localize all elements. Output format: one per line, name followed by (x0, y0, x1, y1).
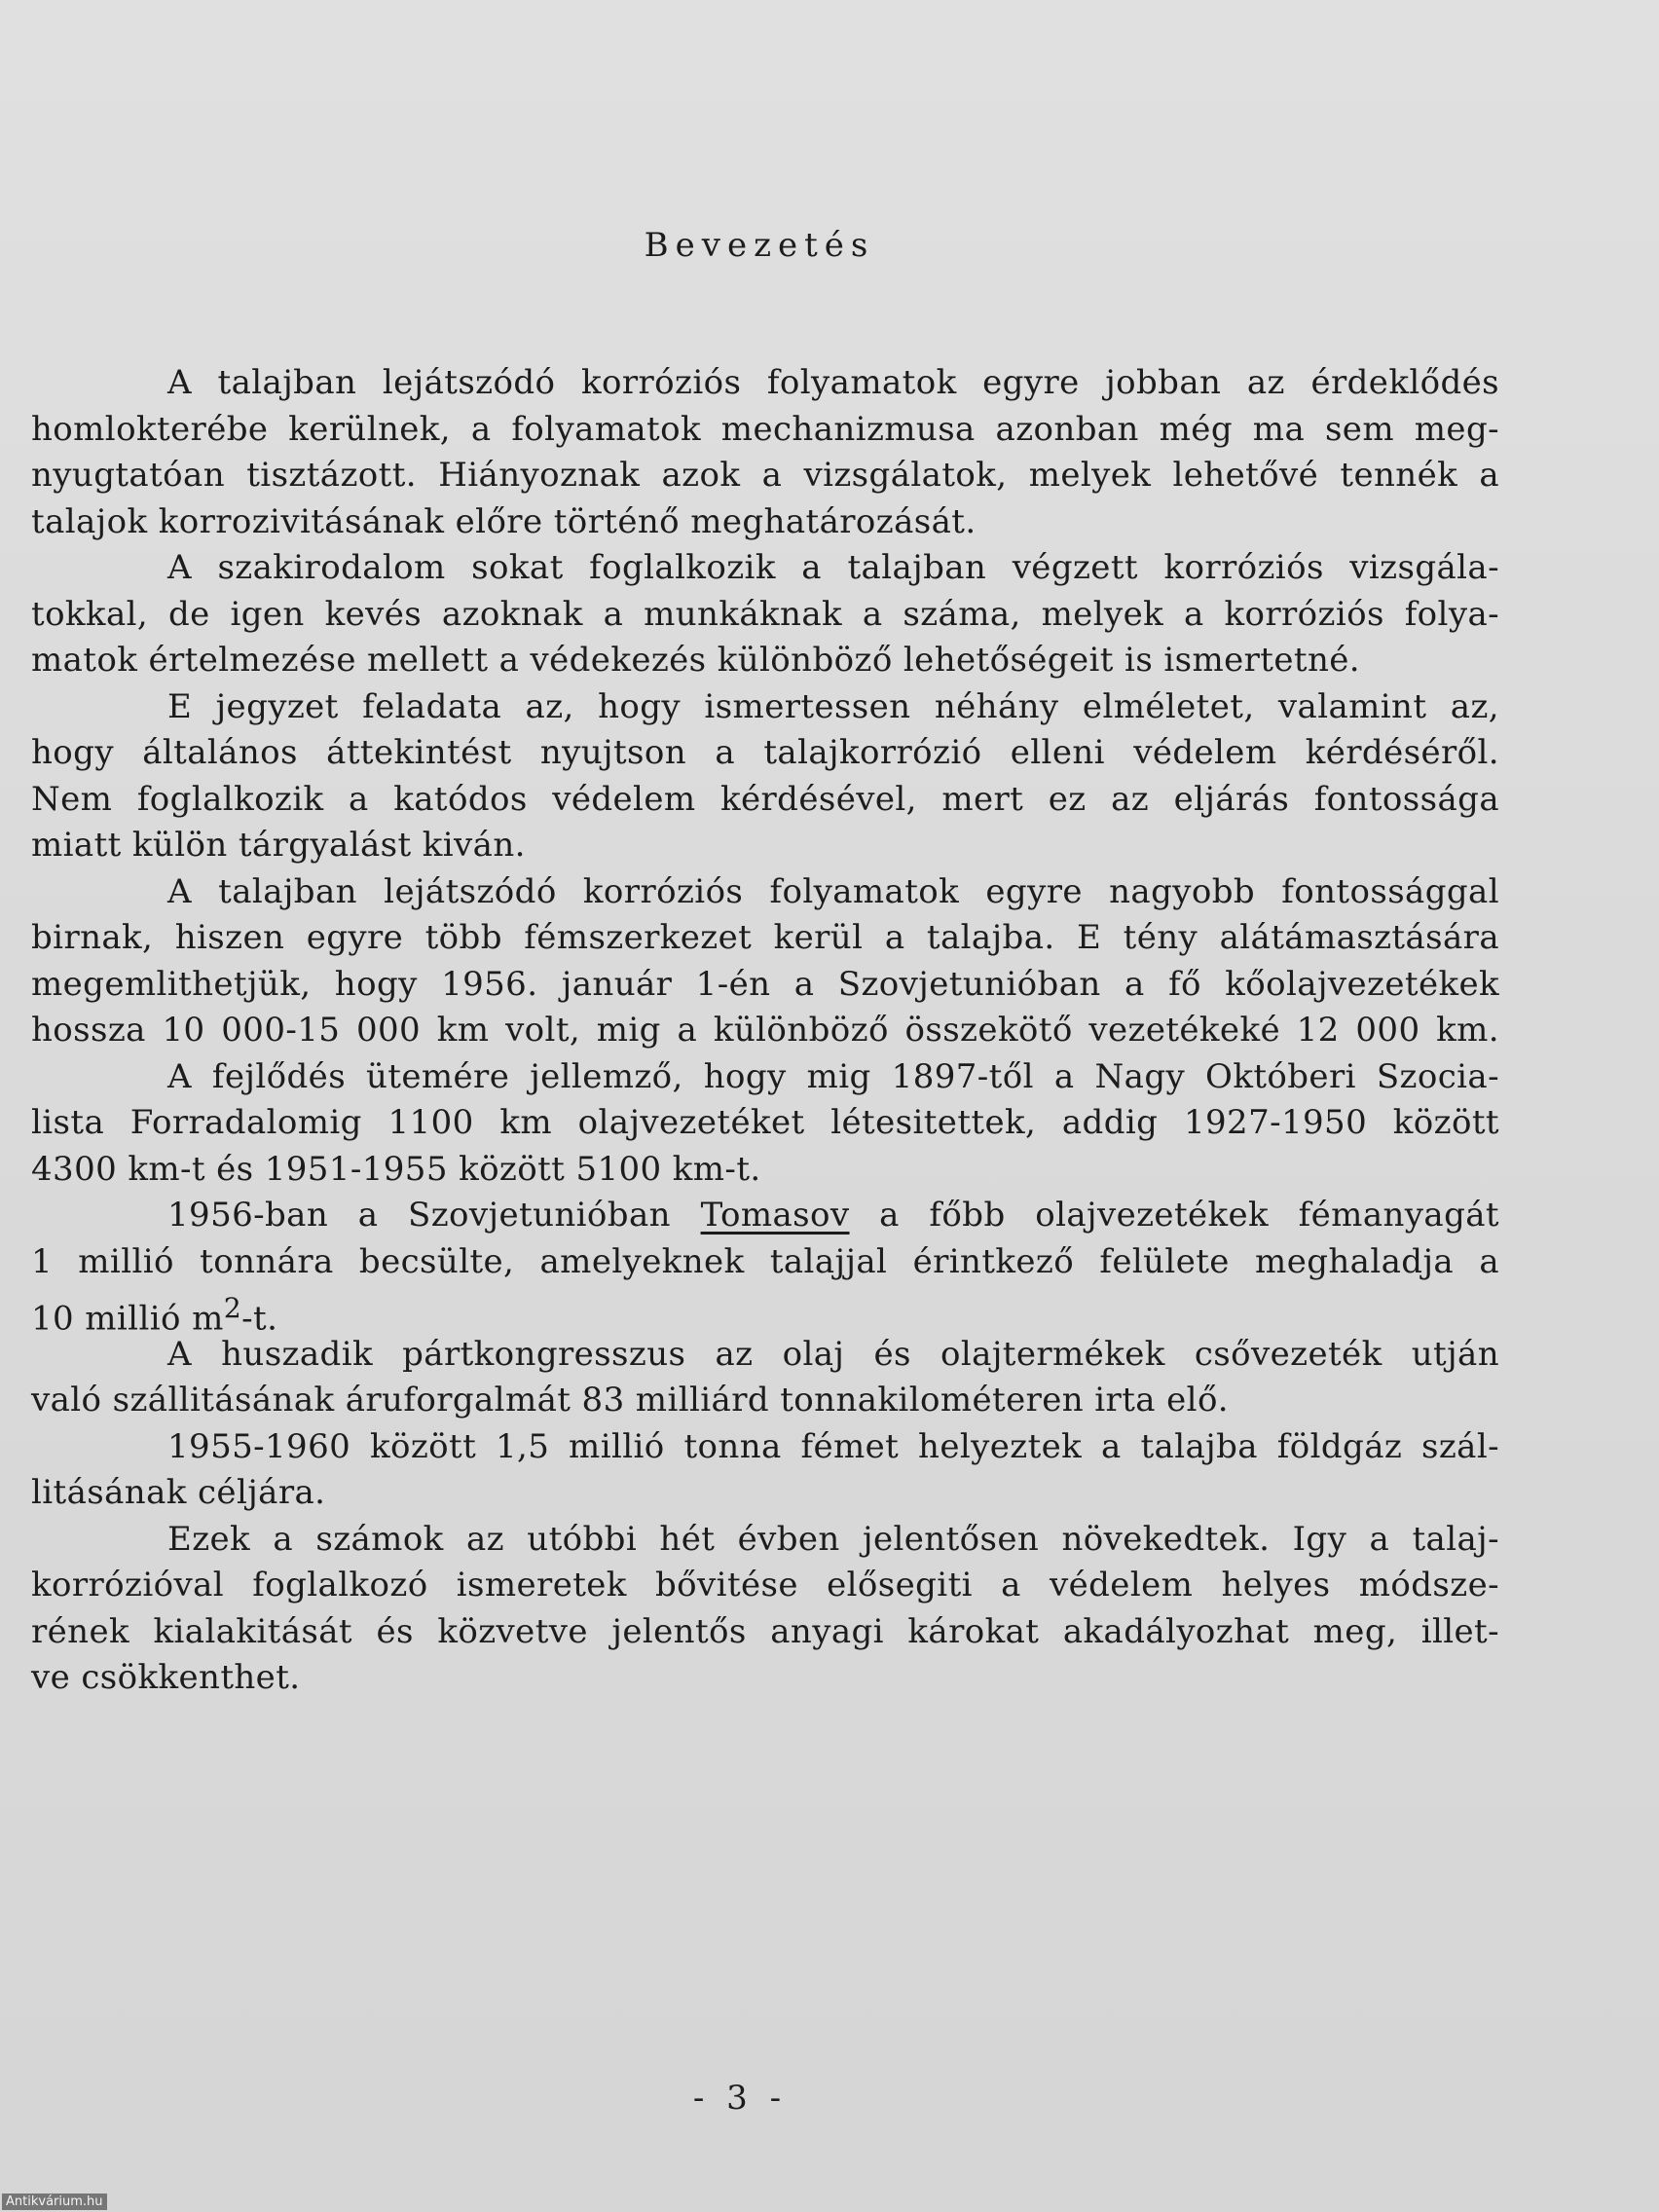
text-line: Ezek a számok az utóbbi hét évben jelentősen növekedtek. Igy a talaj- (167, 1519, 1499, 1559)
text-line: A szakirodalom sokat foglalkozik a talajban végzett korróziós vizsgála- (167, 548, 1499, 587)
text-line: ve csökkenthet. (31, 1658, 301, 1697)
text-fragment: 10 millió m (31, 1299, 224, 1339)
text-line (31, 1193, 1499, 1239)
text-line: litásának céljára. (31, 1473, 326, 1512)
text-line: A huszadik pártkongresszus az olaj és olajtermékek csővezeték utján (167, 1334, 1499, 1374)
text-line: talajok korrozivitásának előre történő meghatározását. (31, 501, 977, 541)
text-fragment: a főbb olajvezetékek fémanyagát (879, 1196, 1499, 1235)
text-line: való szállitásának áruforgalmát 83 milliárd tonnakilométeren irta elő. (31, 1381, 1230, 1419)
text-line: A talajban lejátszódó korróziós folyamatok egyre jobban az érdeklődés (167, 363, 1499, 402)
text-line: 1 millió tonnára becsülte, amelyeknek talajjal érintkező felülete meghaladja a (31, 1241, 1499, 1281)
author-name: Tomasov (700, 1196, 850, 1235)
text-fragment: -t. (241, 1299, 278, 1339)
text-line: 4300 km-t és 1951-1955 között 5100 km-t. (31, 1149, 761, 1189)
text-fragment: 1956-ban a Szovjetunióban (167, 1196, 671, 1235)
body-text (31, 360, 1499, 1702)
text-line: tokkal, de igen kevés azoknak a munkáknak a száma, melyek a korróziós folya- (31, 594, 1499, 634)
text-line: rének kialakitását és közvetve jelentős anyagi károkat akadályozhat meg, illet- (31, 1611, 1499, 1651)
text-line (31, 1285, 1499, 1339)
text-line: megemlithetjük, hogy 1956. január 1-én a Szovjetunióban a fő kőolajvezetékek (31, 964, 1499, 1004)
text-line: A fejlődés ütemére jellemző, hogy mig 1897-től a Nagy Októberi Szocia- (167, 1056, 1499, 1096)
text-line: hogy általános áttekintést nyujtson a talajkorrózió elleni védelem kérdéséről. (31, 733, 1499, 772)
watermark: Antikvárium.hu (2, 2194, 107, 2210)
text-line: lista Forradalomig 1100 km olajvezetéket létesitettek, addig 1927-1950 között (31, 1103, 1499, 1142)
text-line: nyugtatóan tisztázott. Hiányoznak azok a vizsgálatok, melyek lehetővé tennék a (31, 456, 1499, 495)
page-title: Bevezetés (644, 226, 875, 265)
text-line: birnak, hiszen egyre több fémszerkezet kerül a talajba. E tény alátámasztására (31, 918, 1499, 957)
text-line: 1955-1960 között 1,5 millió tonna fémet helyeztek a talajba földgáz szál- (167, 1426, 1499, 1466)
text-line: Nem foglalkozik a katódos védelem kérdésével, mert ez az eljárás fontossága (31, 779, 1499, 819)
text-line: homlokterébe kerülnek, a folyamatok mechanizmusa azonban még ma sem meg- (31, 409, 1499, 449)
text-line: E jegyzet feladata az, hogy ismertessen néhány elméletet, valamint az, (167, 686, 1499, 726)
page-number: - 3 - (692, 2079, 788, 2118)
text-line: A talajban lejátszódó korróziós folyamatok egyre nagyobb fontossággal (167, 871, 1499, 911)
text-line: korrózióval foglalkozó ismeretek bővitése elősegiti a védelem helyes módsze- (31, 1566, 1499, 1604)
text-line: hossza 10 000-15 000 km volt, mig a különböző összekötő vezetékeké 12 000 km. (31, 1011, 1499, 1050)
text-line: miatt külön tárgyalást kiván. (31, 826, 526, 865)
text-line: matok értelmezése mellett a védekezés különböző lehetőségeit is ismertetné. (31, 641, 1360, 680)
superscript: 2 (223, 1292, 242, 1324)
